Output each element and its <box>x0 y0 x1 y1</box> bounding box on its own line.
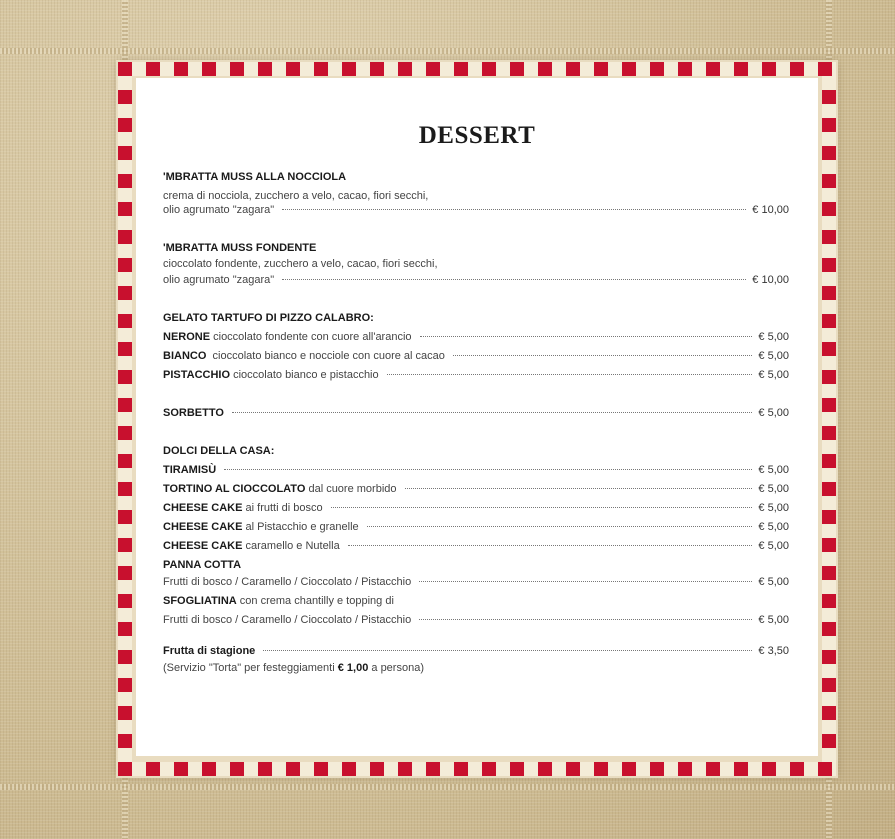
dolci-section <box>163 442 789 630</box>
leader-dots <box>282 209 746 210</box>
service-fee: € 1,00 <box>337 662 369 674</box>
item-price: € 5,00 <box>758 576 789 588</box>
leader-dots <box>419 619 752 620</box>
item-name: CHEESE CAKE <box>163 521 243 533</box>
item-description: con crema chantilly e topping di <box>239 595 394 607</box>
item-name: SFOGLIATINA <box>163 595 237 607</box>
menu-list <box>163 168 789 678</box>
item-name: SORBETTO <box>163 407 224 419</box>
item-name: Frutta di stagione <box>163 645 256 657</box>
leader-dots <box>453 355 753 356</box>
item-description: olio agrumato "zagara" <box>163 204 275 216</box>
item-description: cioccolato fondente con cuore all'arancio <box>213 331 412 343</box>
item-description: cioccolato bianco e pistacchio <box>233 369 379 381</box>
item-name: NERONE <box>163 331 211 343</box>
item-name: PANNA COTTA <box>163 559 242 571</box>
item-name: CHEESE CAKE <box>163 540 243 552</box>
item-price: € 5,00 <box>758 614 789 626</box>
item-price: € 5,00 <box>758 407 789 419</box>
leader-dots <box>263 650 752 651</box>
menu-sheet <box>136 78 818 756</box>
item-description: ai frutti di bosco <box>245 502 323 514</box>
item-description: dal cuore morbido <box>308 483 397 495</box>
leader-dots <box>419 581 752 582</box>
menu-item <box>163 239 789 290</box>
item-description: olio agrumato "zagara" <box>163 274 275 286</box>
item-description: cioccolato fondente, zucchero a velo, cacao, fiori secchi, <box>163 258 438 270</box>
item-description: Frutti di bosco / Caramello / Cioccolato / Pistacchio <box>163 614 412 626</box>
menu-item <box>163 168 789 220</box>
item-price: € 5,00 <box>758 331 789 343</box>
page-title: DESSERT <box>418 122 536 149</box>
item-price: € 5,00 <box>758 369 789 381</box>
tablecloth-seam <box>0 48 895 54</box>
menu-item <box>163 404 789 423</box>
section-heading: DOLCI DELLA CASA: <box>163 445 275 457</box>
leader-dots <box>232 412 752 413</box>
item-name: PISTACCHIO <box>163 369 231 381</box>
leader-dots <box>367 526 753 527</box>
item-price: € 5,00 <box>758 521 789 533</box>
leader-dots <box>348 545 753 546</box>
tablecloth-seam <box>0 784 895 790</box>
item-name: CHEESE CAKE <box>163 502 243 514</box>
leader-dots <box>387 374 753 375</box>
item-description: Frutti di bosco / Caramello / Cioccolato / Pistacchio <box>163 576 412 588</box>
leader-dots <box>224 469 752 470</box>
item-price: € 10,00 <box>752 274 789 286</box>
leader-dots <box>420 336 753 337</box>
item-price: € 5,00 <box>758 483 789 495</box>
item-description: crema di nocciola, zucchero a velo, cacao, fiori secchi, <box>163 190 429 202</box>
torta-service-note: (Servizio "Torta" per festeggiamenti € 1,00 a persona) <box>163 659 789 678</box>
item-name: BIANCO <box>163 350 207 362</box>
item-price: € 5,00 <box>758 502 789 514</box>
item-name: 'MBRATTA MUSS ALLA NOCCIOLA <box>163 171 347 183</box>
leader-dots <box>331 507 753 508</box>
item-name: 'MBRATTA MUSS FONDENTE <box>163 242 317 254</box>
item-price: € 5,00 <box>758 464 789 476</box>
section-heading: GELATO TARTUFO DI PIZZO CALABRO: <box>163 312 374 324</box>
item-description: cioccolato bianco e nocciole con cuore al cacao <box>212 350 445 362</box>
checkered-frame <box>118 62 836 776</box>
gelato-section <box>163 309 789 385</box>
leader-dots <box>282 279 746 280</box>
item-price: € 5,00 <box>758 540 789 552</box>
item-description: al Pistacchio e granelle <box>245 521 359 533</box>
item-description: caramello e Nutella <box>245 540 340 552</box>
item-price: € 5,00 <box>758 350 789 362</box>
item-price: € 3,50 <box>758 645 789 657</box>
item-name: TIRAMISÙ <box>163 464 217 476</box>
item-name: TORTINO AL CIOCCOLATO <box>163 483 306 495</box>
item-price: € 10,00 <box>752 204 789 216</box>
leader-dots <box>405 488 753 489</box>
